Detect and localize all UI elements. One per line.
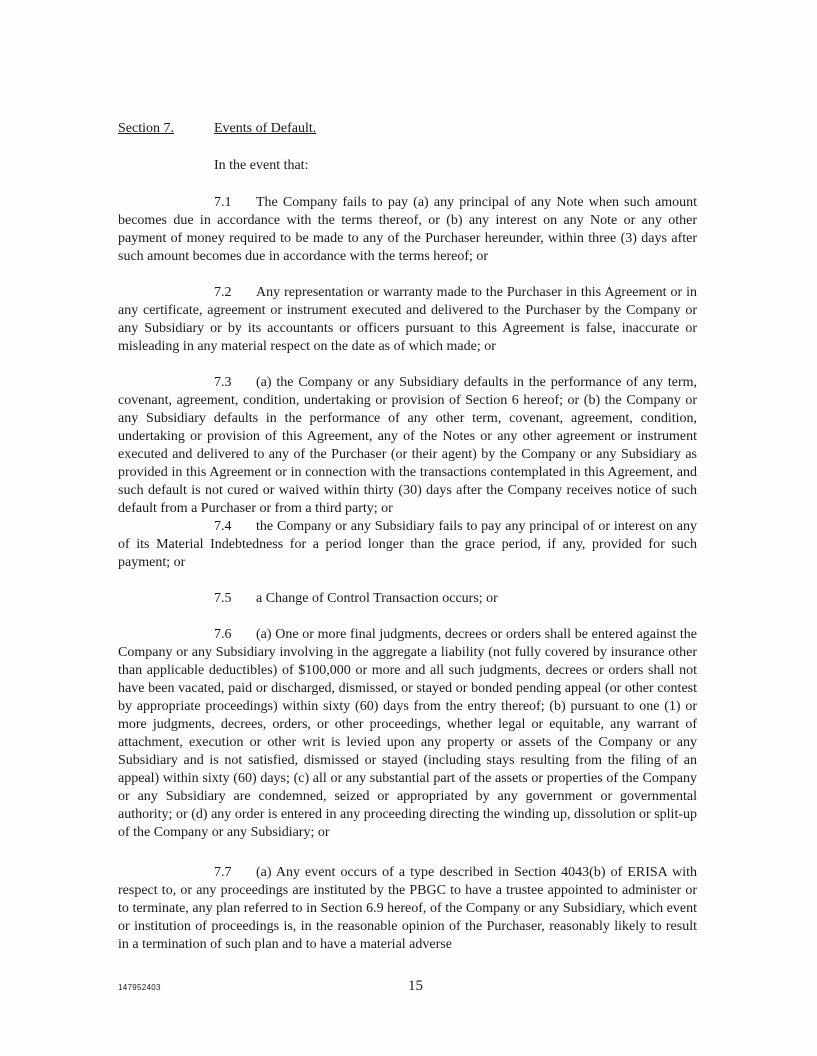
paragraph-7-7 [118, 864, 697, 954]
section-heading [118, 121, 317, 137]
section-number: Section 7. [118, 121, 174, 136]
paragraph-number: 7.1 [214, 195, 232, 210]
paragraph-number: 7.5 [214, 591, 232, 606]
paragraph-7-5 [118, 590, 697, 608]
paragraph-text: (a) the Company or any Subsidiary defaults in the performance of any term, covenant, agreement, condition, undertaking or provision of Section 6 hereof; or (b) the Company or any Subsidiary defaults in the performance of any other term, covenant, agreement, condition, undertaking or provision of this Agreement, any of the Notes or any other agreement or instrument executed and delivered to any of the Purchaser (or their agent) by the Company or any Subsidiary as provided in this Agreement or in connection with the transactions contemplated in this Agreement, and such default is not cured or waived within thirty (30) days after the Company receives notice of such default from a Purchaser or from a third party; or [118, 375, 697, 516]
paragraph-7-2 [118, 284, 697, 356]
paragraph-text: Any representation or warranty made to the Purchaser in this Agreement or in any certificate, agreement or instrument executed and delivered to the Purchaser by the Company or any Subsidiary or by its accountants or officers pursuant to this Agreement is false, inaccurate or misleading in any material respect on the date as of which made; or [118, 285, 697, 354]
paragraph-7-6 [118, 626, 697, 842]
paragraph-text: the Company or any Subsidiary fails to pay any principal of or interest on any of its Material Indebtedness for a period longer than the grace period, if any, provided for such payment; or [118, 519, 697, 570]
paragraph-text: The Company fails to pay (a) any principal of any Note when such amount becomes due in accordance with the terms thereof, or (b) any interest on any Note or any other payment of money required to be made to any of the Purchaser hereunder, within three (3) days after such amount becomes due in accordance with the terms hereof; or [118, 195, 697, 264]
paragraph-text: (a) Any event occurs of a type described in Section 4043(b) of ERISA with respect to, or any proceedings are instituted by the PBGC to have a trustee appointed to administer or to terminate, any plan referred to in Section 6.9 hereof, of the Company or any Subsidiary, which event or institution of proceedings is, in the reasonable opinion of the Purchaser, reasonably likely to result in a termination of such plan and to have a material adverse [118, 865, 697, 952]
paragraph-number: 7.4 [214, 519, 232, 534]
page-number: 15 [408, 978, 423, 994]
paragraph-text: (a) One or more final judgments, decrees or orders shall be entered against the Company or any Subsidiary involving in the aggregate a liability (not fully covered by insurance other than applicable deductibles) of $100,000 or more and all such judgments, decrees or orders shall not have been vacated, paid or discharged, dismissed, or stayed or bonded pending appeal (or other contest by appropriate proceedings) within sixty (60) days from the entry thereof; (b) pursuant to one (1) or more judgments, decrees, orders, or other proceedings, whether legal or equitable, any warrant of attachment, execution or other writ is levied upon any property or assets of the Company or any Subsidiary and is not satisfied, dismissed or stayed (including stays resulting from the filing of an appeal) within sixty (60) days; (c) all or any substantial part of the assets or properties of the Company or any Subsidiary are condemned, seized or appropriated by any government or governmental authority; or (d) any order is entered in any proceeding directing the winding up, dissolution or split-up of the Company or any Subsidiary; or [118, 627, 697, 840]
paragraph-7-3 [118, 374, 697, 518]
paragraph-number: 7.3 [214, 375, 232, 390]
paragraph-text: a Change of Control Transaction occurs; or [256, 591, 498, 606]
paragraph-number: 7.2 [214, 285, 232, 300]
paragraph-number: 7.6 [214, 627, 232, 642]
section-title: Events of Default. [214, 121, 317, 136]
paragraph-7-4 [118, 518, 697, 572]
paragraph-7-1 [118, 194, 697, 266]
document-id: 147952403 [118, 983, 161, 992]
paragraph-number: 7.7 [214, 865, 232, 880]
intro-text: In the event that: [214, 158, 309, 173]
